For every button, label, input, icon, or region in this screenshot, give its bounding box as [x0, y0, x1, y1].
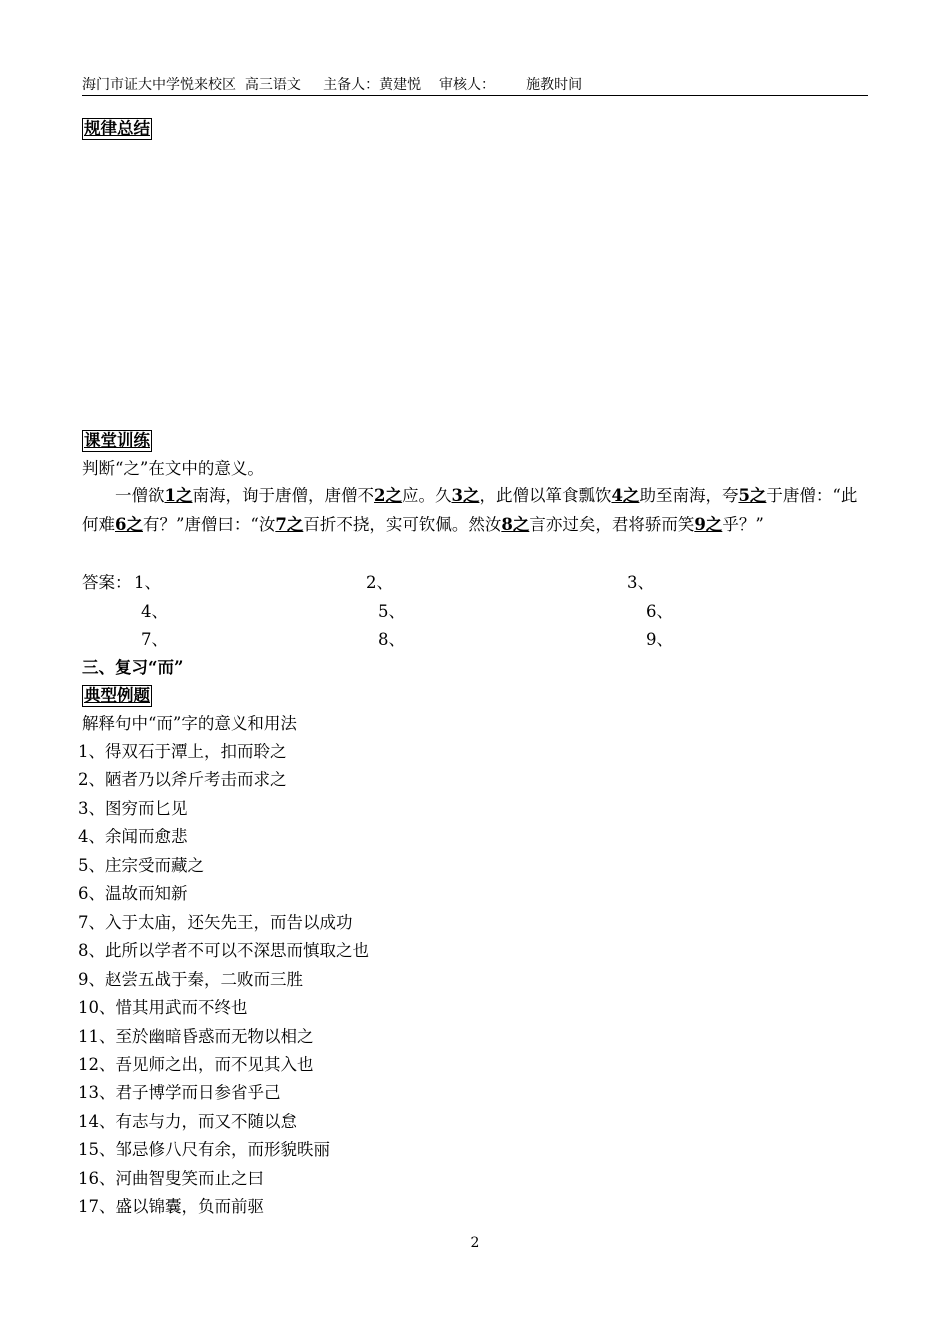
answer-slot-5: 5、 [378, 602, 405, 621]
marker-1: 1之 [164, 486, 193, 505]
list-item: 12、吾见师之出，而不见其入也 [78, 1055, 314, 1074]
example-heading: 典型例题 [84, 686, 150, 705]
passage-text: 一僧欲 [115, 486, 165, 505]
example-heading-wrap [82, 685, 152, 707]
list-item: 16、河曲智叟笑而止之曰 [78, 1169, 264, 1188]
answer-slot-4: 4、 [141, 602, 168, 621]
page-header: 海门市证大中学悦来校区 高三语文 主备人：黄建悦 审核人： 施教时间 [82, 76, 868, 96]
answer-slot-8: 8、 [378, 630, 405, 649]
task-instruction: 判断“之”在文中的意义。 [82, 459, 264, 478]
list-item: 8、此所以学者不可以不深思而慎取之也 [78, 941, 369, 960]
list-item: 17、盛以锦囊，负而前驱 [78, 1197, 264, 1216]
list-item: 2、陋者乃以斧斤考击而求之 [78, 770, 287, 789]
list-item: 14、有志与力，而又不随以怠 [78, 1112, 297, 1131]
list-item: 15、邹忌修八尺有余，而形貌昳丽 [78, 1140, 330, 1159]
passage-text: 有？”唐僧曰：“汝 [142, 514, 276, 534]
passage-text: 应。久 [401, 486, 452, 505]
passage-text: 于唐僧：“此何难 [82, 486, 858, 534]
list-item: 7、入于太庙，还矢先王，而告以成功 [78, 913, 353, 932]
section-three-heading: 三、复习“而” [82, 658, 184, 677]
list-item: 13、君子博学而日参省乎己 [78, 1083, 281, 1102]
marker-5: 5之 [738, 486, 767, 505]
list-item: 5、庄宗受而藏之 [78, 856, 204, 875]
answer-slot-9: 9、 [646, 630, 673, 649]
marker-3: 3之 [451, 486, 480, 505]
class-training-heading: 课堂训练 [84, 431, 150, 450]
marker-8: 8之 [501, 514, 530, 534]
passage-text: 言亦过矣，君将骄而笑 [529, 514, 695, 534]
list-item: 4、余闻而愈悲 [78, 827, 188, 846]
passage-text: 南海，询于唐僧，唐僧不 [192, 486, 374, 505]
marker-7: 7之 [275, 514, 304, 534]
example-instruction: 解释句中“而”字的意义和用法 [82, 714, 297, 733]
class-training-heading-wrap [82, 430, 152, 452]
rule-summary-heading: 规律总结 [84, 119, 150, 138]
passage-text: 乎？” [722, 514, 764, 534]
list-item: 3、图穷而匕见 [78, 799, 188, 818]
list-item: 6、温故而知新 [78, 884, 188, 903]
marker-9: 9之 [694, 514, 723, 534]
answer-slot-2: 2、 [366, 573, 393, 592]
page-number: 2 [470, 1235, 480, 1251]
rule-summary-heading-wrap [82, 118, 152, 140]
passage-text: 助至南海，夸 [639, 486, 739, 505]
answer-slot-7: 7、 [141, 630, 168, 649]
marker-2: 2之 [373, 486, 402, 505]
list-item: 1、得双石于潭上，扣而聆之 [78, 742, 287, 761]
answer-slot-3: 3、 [627, 573, 654, 592]
marker-4: 4之 [611, 486, 640, 505]
passage-text: ，此僧以箪食瓢饮 [479, 486, 612, 505]
list-item: 11、至於幽暗昏惑而无物以相之 [78, 1027, 314, 1046]
list-item: 9、赵尝五战于秦，二败而三胜 [78, 970, 303, 989]
passage-text: 百折不挠，实可钦佩。然汝 [303, 514, 502, 534]
answer-slot-1: 1、 [134, 573, 161, 592]
passage [82, 482, 872, 539]
answer-label: 答案： [82, 573, 132, 592]
answer-slot-6: 6、 [646, 602, 673, 621]
list-item: 10、惜其用武而不终也 [78, 998, 248, 1017]
marker-6: 6之 [115, 514, 143, 534]
